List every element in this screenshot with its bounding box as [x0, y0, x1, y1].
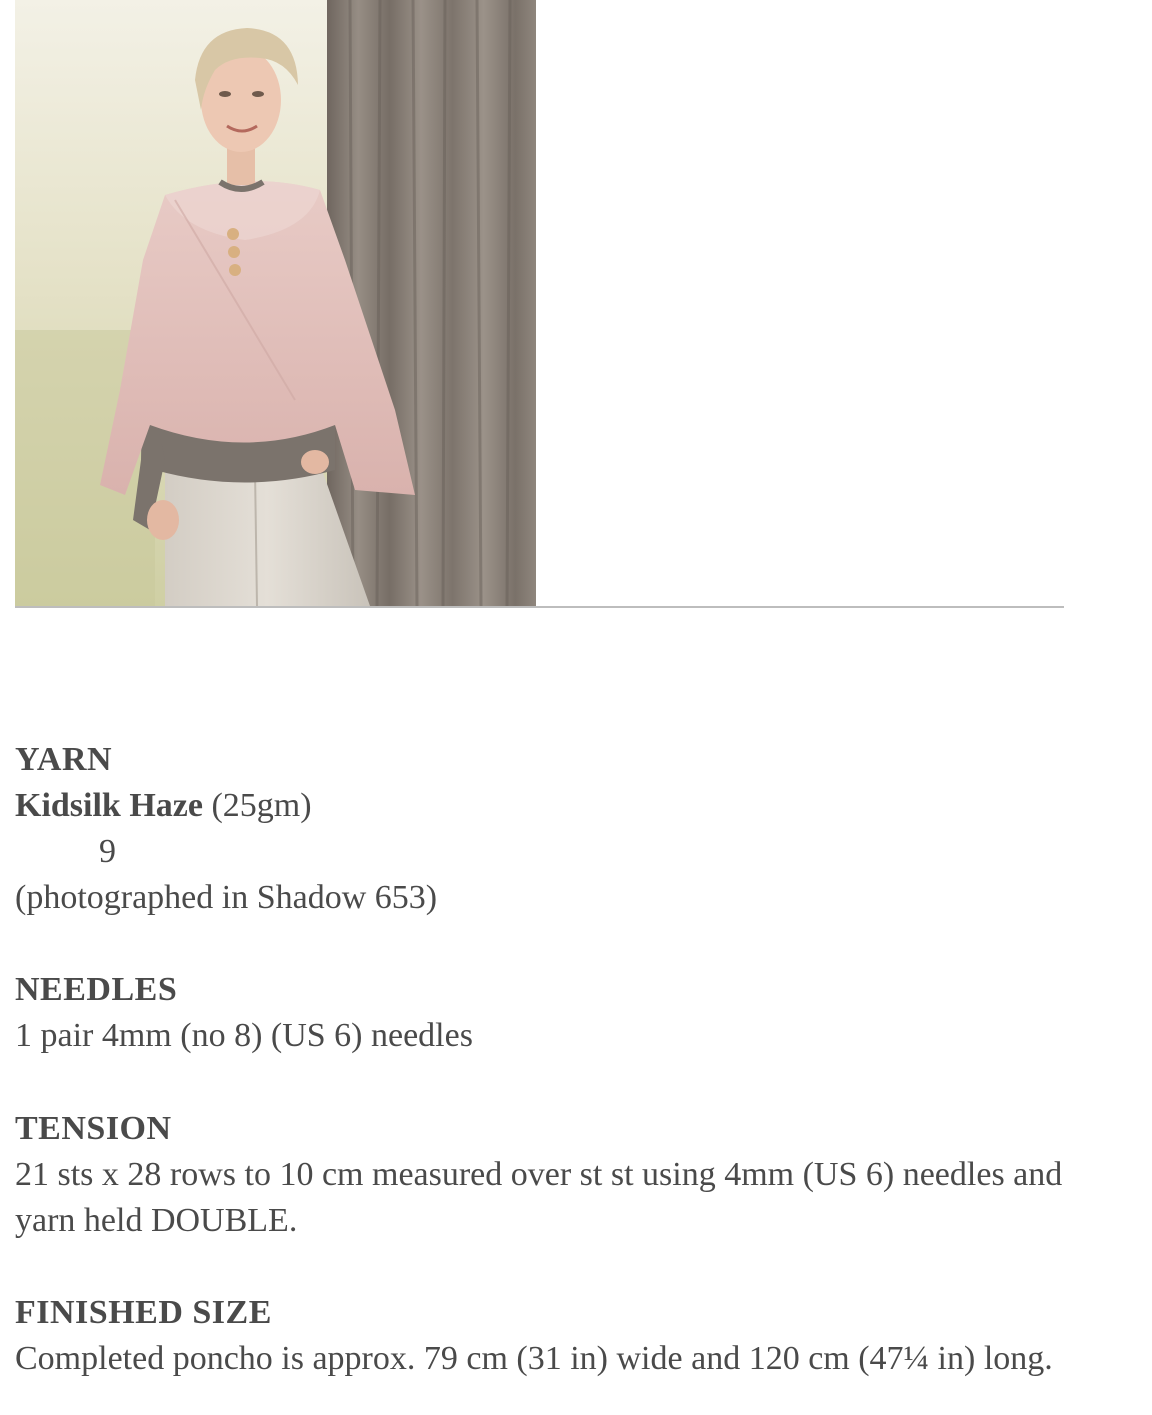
finished-size-heading: FINISHED SIZE [15, 1294, 272, 1331]
yarn-name: Kidsilk Haze [15, 787, 203, 824]
tension-section [15, 1106, 1125, 1244]
horizontal-divider [15, 606, 1064, 608]
yarn-name-line [15, 783, 1125, 829]
yarn-weight: (25gm) [202, 787, 312, 824]
tension-heading: TENSION [15, 1110, 172, 1147]
yarn-quantity: 9 [99, 833, 116, 870]
yarn-photo-note: (photographed in Shadow 653) [15, 879, 438, 916]
needles-heading: NEEDLES [15, 971, 178, 1008]
finished-size-section [15, 1290, 1125, 1382]
needles-text: 1 pair 4mm (no 8) (US 6) needles [15, 1017, 473, 1054]
model-photo [15, 0, 536, 606]
yarn-section [15, 737, 1125, 921]
yarn-heading: YARN [15, 741, 113, 778]
tension-text: 21 sts x 28 rows to 10 cm measured over st st using 4mm (US 6) needles and yarn held DOUBLE. [15, 1156, 1063, 1239]
finished-size-text: Completed poncho is approx. 79 cm (31 in) wide and 120 cm (47¼ in) long. [15, 1340, 1053, 1377]
needles-section [15, 967, 1125, 1059]
